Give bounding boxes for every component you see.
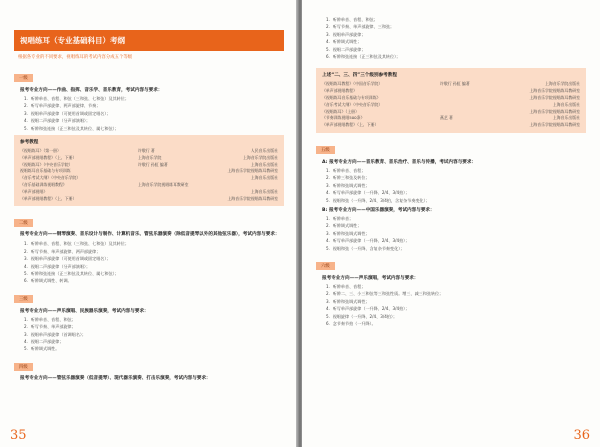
list-item: 5．听辨和弦连接（正三和弦及其转位、属七和弦）； [24,271,119,277]
level6-list [316,283,586,327]
book-author [440,88,480,95]
list-item: 1．听辨单音、音程、和弦（三和弦、七和弦）及其转位； [24,241,129,247]
list-item: 4．听写单声部旋律（一升降、2/4、3/4拍）； [326,190,410,196]
book-row [322,95,580,102]
level-heading: A: 报考专业方向——音乐教育、音乐治疗、音乐与传播，考试内容与要求： [322,160,477,166]
book-publisher [178,182,278,189]
book-row [322,88,580,95]
level-heading: 报考专业方向——管弦乐器演奏（低音提琴）、现代器乐演奏、打击乐演奏，考试内容与要求： [20,375,211,381]
book-author [440,109,480,116]
book-author [138,196,178,203]
book-row [322,109,580,116]
book-title: 《音乐考试大纲》（中央音乐学院） [20,175,81,181]
page-number: 36 [573,428,590,443]
book-title: 《单声部视唱教程》 [322,88,358,94]
book-title: 《节奏训练视唱500条》 [322,115,365,121]
level2-list [14,240,284,284]
list-item: 4．视唱二声部旋律； [24,339,64,345]
book-row [20,189,278,196]
list-item: 3．听辨和弦调式调性； [326,230,370,236]
book-row [322,81,580,88]
list-item: 5．听辨调式调性。 [24,346,60,352]
list-item: 1．听辨单音、音程； [326,284,366,290]
list-item: 2．听辨二、三、小三和弦等三和弦性质。增三、减三和弦转位； [326,291,444,297]
list-item: 2．听写节奏、单声部旋律； [24,324,76,330]
reference-box [316,68,586,133]
book-publisher: 上海音乐学院视唱练耳教研室 [529,88,580,94]
book-publisher: 人民音乐出版社 [250,148,278,154]
list-item: 1．听辨单音、音程、和弦； [24,316,76,322]
list-item: 3．听辨和弦调式调性； [326,182,370,188]
book-author: 上海音乐学院 [138,154,162,160]
level-heading: 报考专业方向——作曲、指挥、音乐学、音乐教育，考试内容与要求： [20,88,163,93]
list-item: 2．听写节奏、单声部旋律、三和弦； [326,24,395,30]
book-publisher: 上海音乐出版社 [250,175,278,181]
level-tag: 三级 [14,295,33,303]
book-title: 《音乐基础训练视唱教程》 [20,182,67,188]
list-item: 6．听辨调式调性、转调。 [24,278,72,284]
book-author: 许敬行 孙虹 编著 [440,81,470,87]
book-title: 《单声部视唱教程》（上、下册） [20,195,77,201]
list-item: 1．听辨单音、音程； [326,168,366,174]
level3-list [14,316,284,353]
level-tag: 二级 [14,219,33,227]
book-author: 上海音乐学院视唱练耳教研室 [138,182,189,188]
list-item: 2．听辨调式调性； [326,223,362,229]
list-item: 4．听写单声部旋律（一升降、2/4、3/4拍）； [326,306,410,312]
level-tag: 一级 [14,74,33,82]
level-tag: 六级 [316,262,335,270]
list-item: 2．听写单声部旋律、两声部旋律、节奏； [24,103,101,109]
book-title: 《单声部视唱教程》（上、下册） [20,154,77,160]
book-publisher: 上海音乐学院视唱练耳教研室 [529,95,580,101]
book-title: 《视唱练耳教程》（中国音乐学院） [322,81,383,87]
list-item: 5．视唱二声部旋律； [326,46,366,52]
level-heading: 报考专业方向——声乐演唱，考试内容与要求： [322,276,419,282]
page-banner: 视唱练耳（专业基础科目）考纲 [14,30,284,51]
book-publisher: 上海音乐学院视唱练耳教研室 [227,195,278,201]
list-item: 1．听辨单音； [326,216,354,222]
book-publisher: 上海音乐出版社 [552,101,580,107]
reference-title: 参考教程 [20,140,39,146]
list-item: 4．视唱二声部旋律（分声部演唱）； [24,263,91,269]
level-heading: 报考专业方向——钢琴演奏、音乐设计与制作、计算机音乐、管弦乐器演奏（除低音提琴以外的其他弦乐器），考试内容与要求： [20,232,280,238]
book-author: 许敬行 著 [138,148,155,154]
level-tag: 四级 [14,363,33,371]
list-item: 5．视唱和弦（一升降、2/4、3/4拍，含复杂节奏变化）； [326,197,430,203]
book-publisher: 上海音乐学院出版社 [242,154,278,160]
left-page [0,0,298,447]
list-item: 4．听写单声部旋律（一升降、2/4、3/4拍）； [326,238,410,244]
list-item: 5．听辨和弦连接（正三和弦及其转位、属七和弦）； [24,125,119,131]
list-item: 4．视唱二声部旋律（分声部演唱）； [24,118,91,124]
list-item: 5．视唱和弦（一升降、含复杂节奏变化）； [326,245,405,251]
book-publisher: 上海音乐学院视唱练耳教研室 [227,168,278,174]
level5a-list [316,167,586,204]
list-item: 2．听辨三和弦及转位； [326,175,370,181]
book-author: 燕艺 著 [440,115,453,121]
book-publisher: 上海音乐学院出版社 [544,81,580,87]
book-row [20,162,278,169]
book-row [20,196,278,203]
book-title: 《视唱练耳音乐基础与专项训练》 [322,95,381,101]
book-row [20,175,278,182]
book-row [322,115,580,122]
book-row [322,122,580,129]
book-row [20,168,278,175]
list-item: 4．听辨调式调性； [326,39,362,45]
book-title: 《视唱练耳》（上册） [322,108,359,114]
list-item: 6．听辨和弦连接（正三和弦及其转位）； [326,54,401,60]
intro-text: 根据各专业的不同要求，视唱练耳的考试内容分成五个等级 [18,55,133,60]
book-author [138,168,178,175]
level1-list [14,95,284,132]
list-item: 3．视唱单声部旋律（可使用首调或固定唱名）； [24,256,111,262]
reference-box [14,135,284,206]
book-publisher: 上海音乐学院视唱练耳教研室 [529,122,580,128]
continued-list [316,16,586,60]
book-title: 《单声部视唱》 [20,188,48,194]
book-row [322,102,580,109]
book-row [20,182,278,189]
book-title: 《视唱练耳》（中央音乐学院） [20,161,73,167]
book-publisher: 上海音乐出版社 [250,188,278,194]
book-author [138,189,178,196]
list-item: 1．听辨单音、音程、和弦； [326,17,378,22]
book-row [20,148,278,155]
book-author [138,175,178,182]
page-number: 35 [10,428,27,443]
book-author [440,95,480,102]
level-heading: 报考专业方向——声乐演唱、民族器乐演奏，考试内容与要求： [20,308,149,314]
level-tag: 五级 [316,146,335,154]
list-item: 1．听辨单音、音程、和弦（三和弦、七和弦）及其转位； [24,96,129,101]
book-title: 《单声部视唱教程》（上、下册） [322,122,379,128]
list-item: 3．视唱单声部旋律（可使用首调或固定唱名）； [24,110,111,116]
book-author [440,122,480,129]
book-publisher: 上海音乐出版社 [250,161,278,167]
right-page [302,0,600,447]
book-row [20,155,278,162]
list-item: 5．视唱旋律（一升降、2/4、3/4拍）； [326,313,398,319]
book-title: 《视唱练耳》（第一册） [20,148,61,154]
list-item: 3．视唱单声部旋律（首调唱名）； [24,331,86,337]
book-author: 许敬行 孙虹 编著 [138,161,168,167]
level5b-list [316,215,586,252]
list-item: 2．听写节奏、单声部旋律、两声部旋律； [24,248,101,254]
list-item: 6．念节奏节拍（一升降）。 [326,321,376,327]
book-publisher: 上海音乐出版社 [552,115,580,121]
book-title: 《音乐考试大纲》（中央音乐学院） [322,101,383,107]
list-item: 3．视唱单声部旋律； [326,31,366,37]
book-title: 视唱练耳音乐基础与专项训练 [20,168,71,174]
reference-title: 上述“二、三、四”三个级别参考教程 [322,73,397,79]
book-author [440,102,480,109]
book-publisher: 上海音乐学院视唱练耳教研室 [529,108,580,114]
level-heading: B: 报考专业方向——中国乐器演奏，考试内容与要求： [322,208,435,214]
list-item: 3．听辨和弦调式调性； [326,298,370,304]
